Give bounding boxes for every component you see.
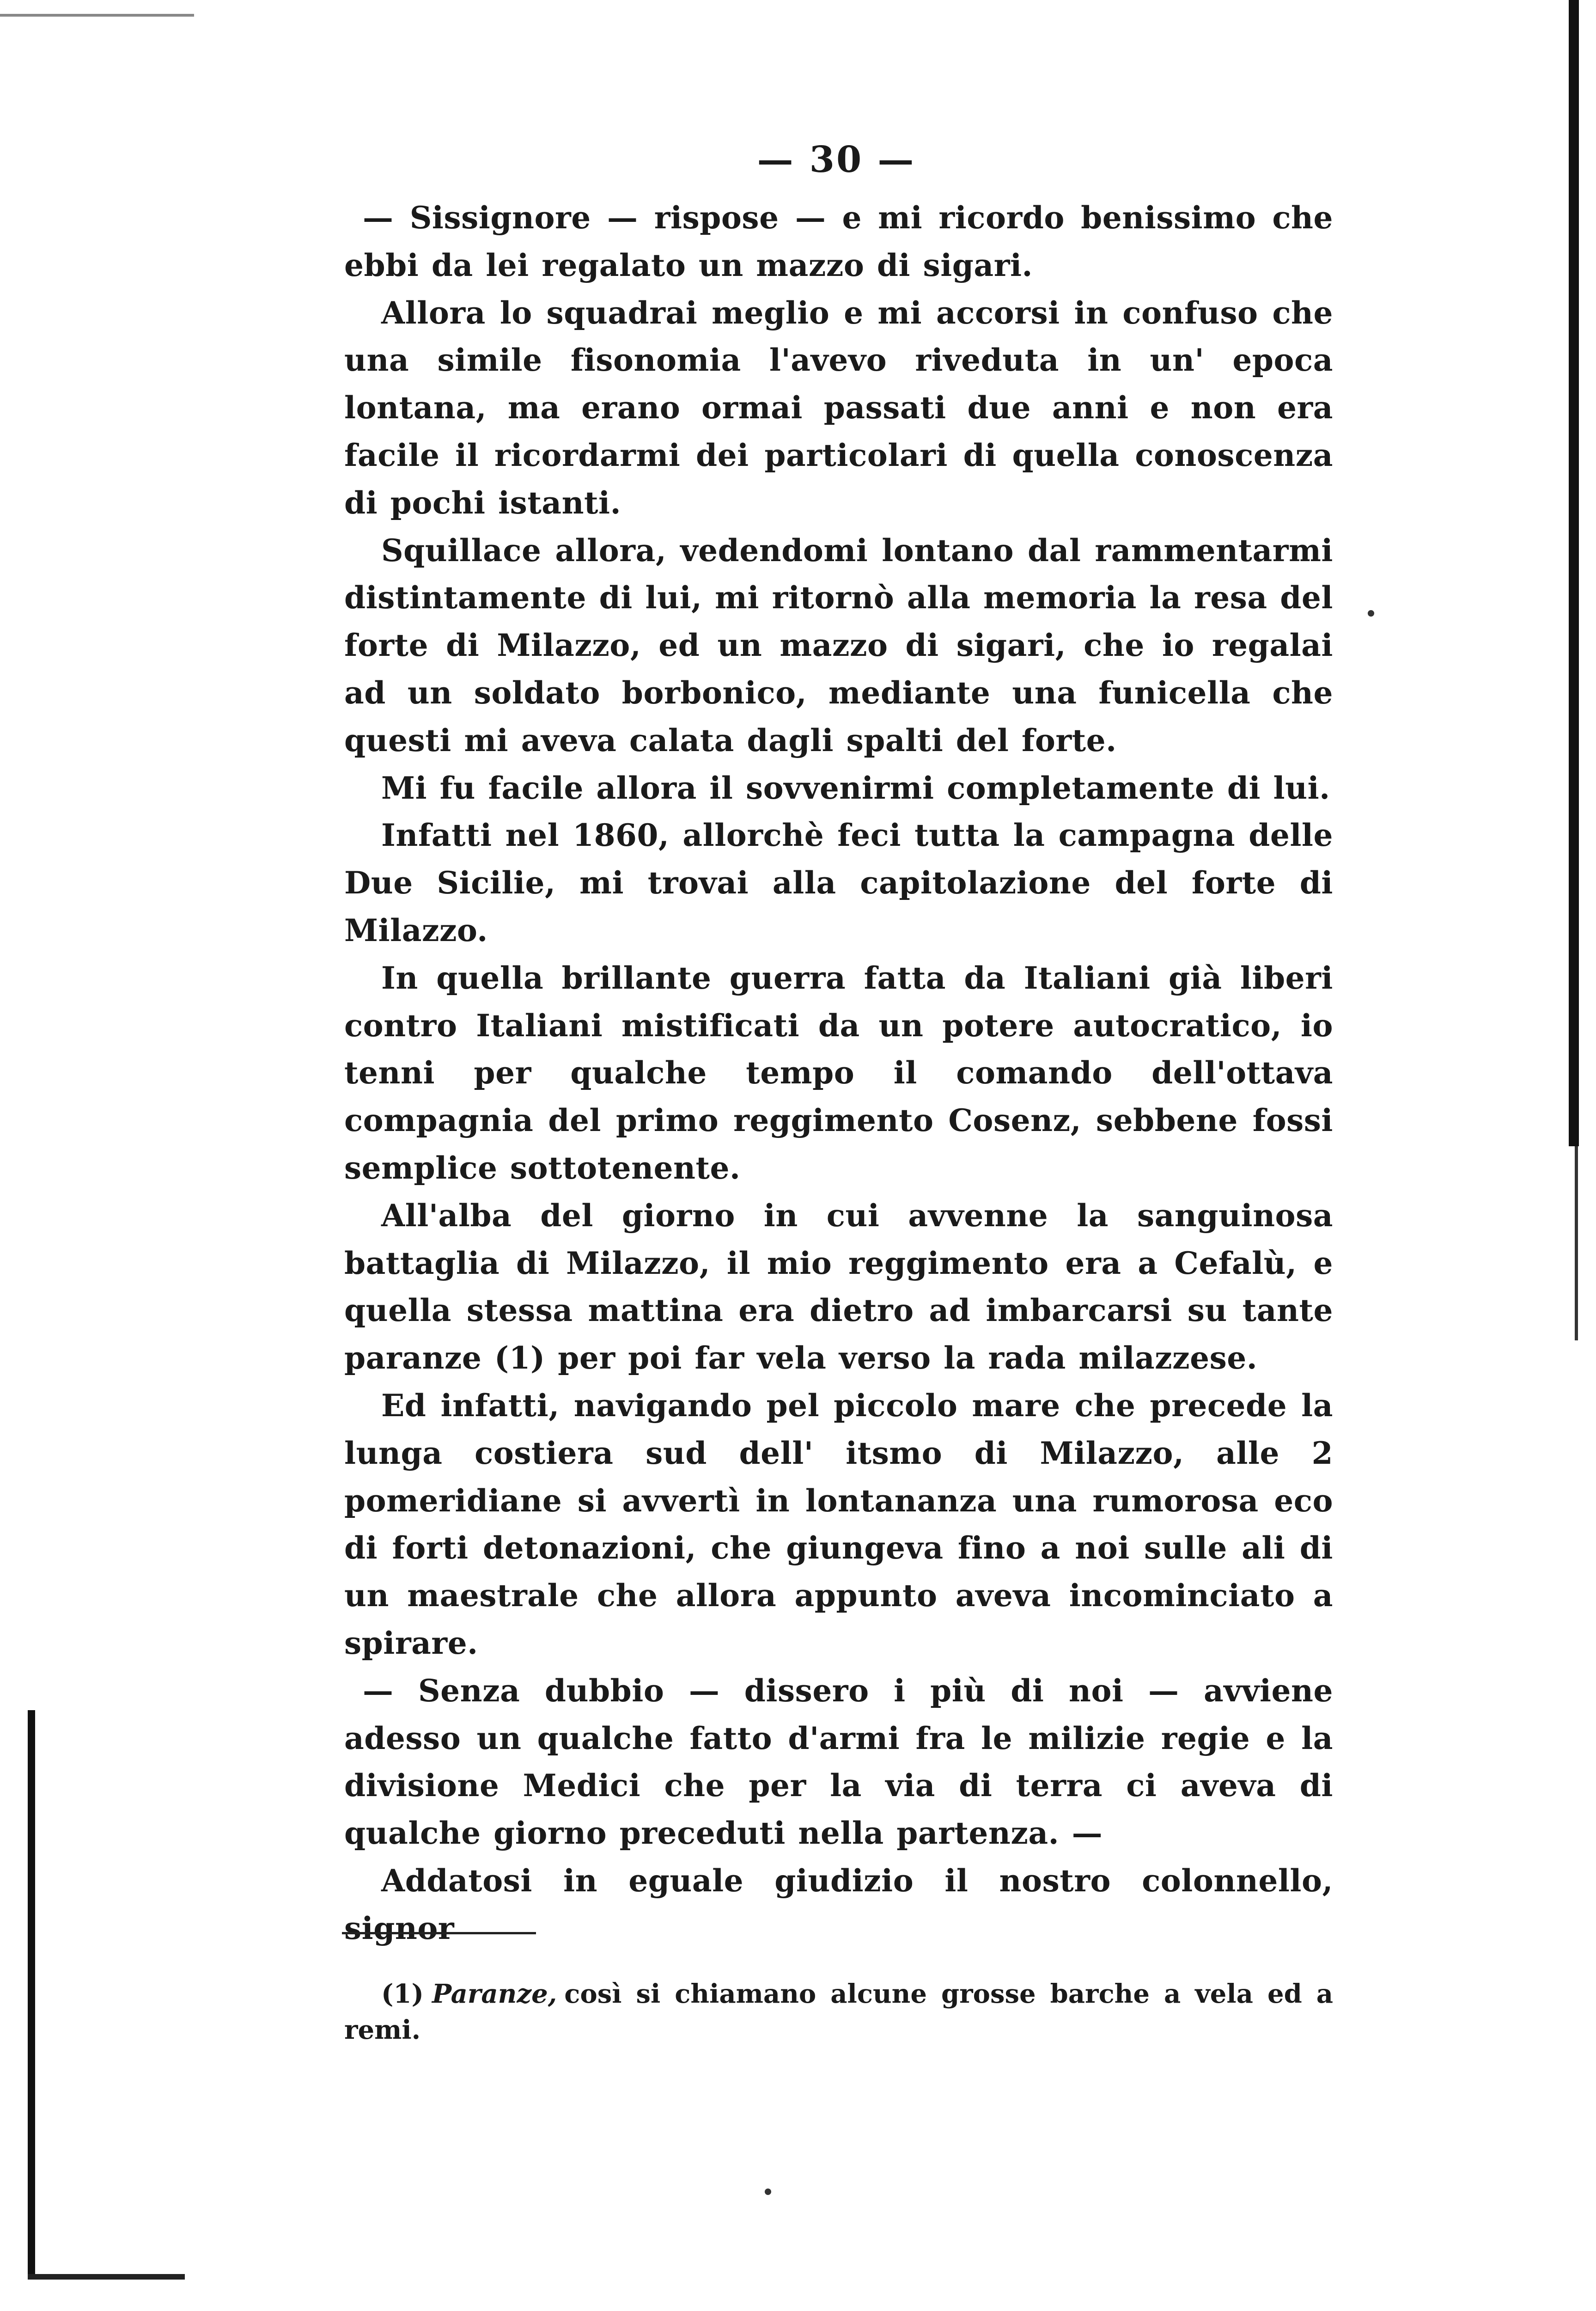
paragraph-5: Infatti nel 1860, allorchè feci tutta la campagna delle Due Sicilie, mi trovai alla capitolazione del forte di Milazzo. [344, 817, 1333, 948]
paragraph-1: — Sissignore — rispose — e mi ricordo benissimo che ebbi da lei regalato un mazzo di sigari. [344, 200, 1333, 283]
scan-artifact-top [0, 14, 194, 17]
paragraph-10: Addatosi in eguale giudizio il nostro colonnello, signor [344, 1862, 1333, 1946]
paragraph-4: Mi fu facile allora il sovvenirmi completamente di lui. [381, 770, 1330, 806]
body-text [344, 194, 1333, 1952]
paragraph-8: Ed infatti, navigando pel piccolo mare che precede la lunga costiera sud dell' itsmo di Milazzo, alle 2 pomeridiane si avvertì in lontananza una rumorosa eco di forti detonazioni, che giungeva fino a noi sulle ali di un maestrale che allora appunto aveva incominciato a spirare. [344, 1387, 1333, 1661]
scan-edge-left-foot [28, 2274, 185, 2280]
paragraph-3: Squillace allora, vedendomi lontano dal rammentarmi distintamente di lui, mi ritornò alla memoria la resa del forte di Milazzo, ed un mazzo di sigari, che io regalai ad un soldato borbonico, mediante una funicella che questi mi aveva calata dagli spalti del forte. [344, 532, 1333, 758]
paragraph-7: All'alba del giorno in cui avvenne la sanguinosa battaglia di Milazzo, il mio reggimento era a Cefalù, e quella stessa mattina era dietro ad imbarcarsi su tante paranze (1) per poi far vela verso la rada milazzese. [344, 1197, 1333, 1376]
paragraph-9: — Senza dubbio — dissero i più di noi — avviene adesso un qualche fatto d'armi fra le milizie regie e la divisione Medici che per la via di terra ci aveva di qualche giorno preceduti nella partenza. — [344, 1672, 1333, 1852]
footnote-term: Paranze, [432, 1979, 557, 2009]
ink-speck [1368, 610, 1374, 617]
scan-edge-left [28, 1710, 35, 2279]
footnote-marker: (1) [381, 1979, 424, 2009]
paragraph-2: Allora lo squadrai meglio e mi accorsi in confuso che una simile fisonomia l'avevo riveduta in un' epoca lontana, ma erano ormai passati due anni e non era facile il ricordarmi dei particolari di quella conoscenza di pochi istanti. [344, 294, 1333, 521]
footnote [344, 1976, 1333, 2048]
scan-edge-right [1569, 0, 1579, 1146]
paragraph-6: In quella brillante guerra fatta da Italiani già liberi contro Italiani mistificati da un potere autocratico, io tenni per qualche tempo il comando dell'ottava compagnia del primo reggimento Cosenz, sebbene fossi semplice sottotenente. [344, 960, 1333, 1186]
ink-speck [765, 2189, 771, 2195]
scan-edge-right-thin [1575, 1146, 1578, 1340]
footnote-text: così si chiamano alcune grosse barche a vela ed a remi. [344, 1979, 1333, 2045]
page-number: — 30 — [757, 139, 916, 181]
footnote-divider [342, 1932, 536, 1934]
